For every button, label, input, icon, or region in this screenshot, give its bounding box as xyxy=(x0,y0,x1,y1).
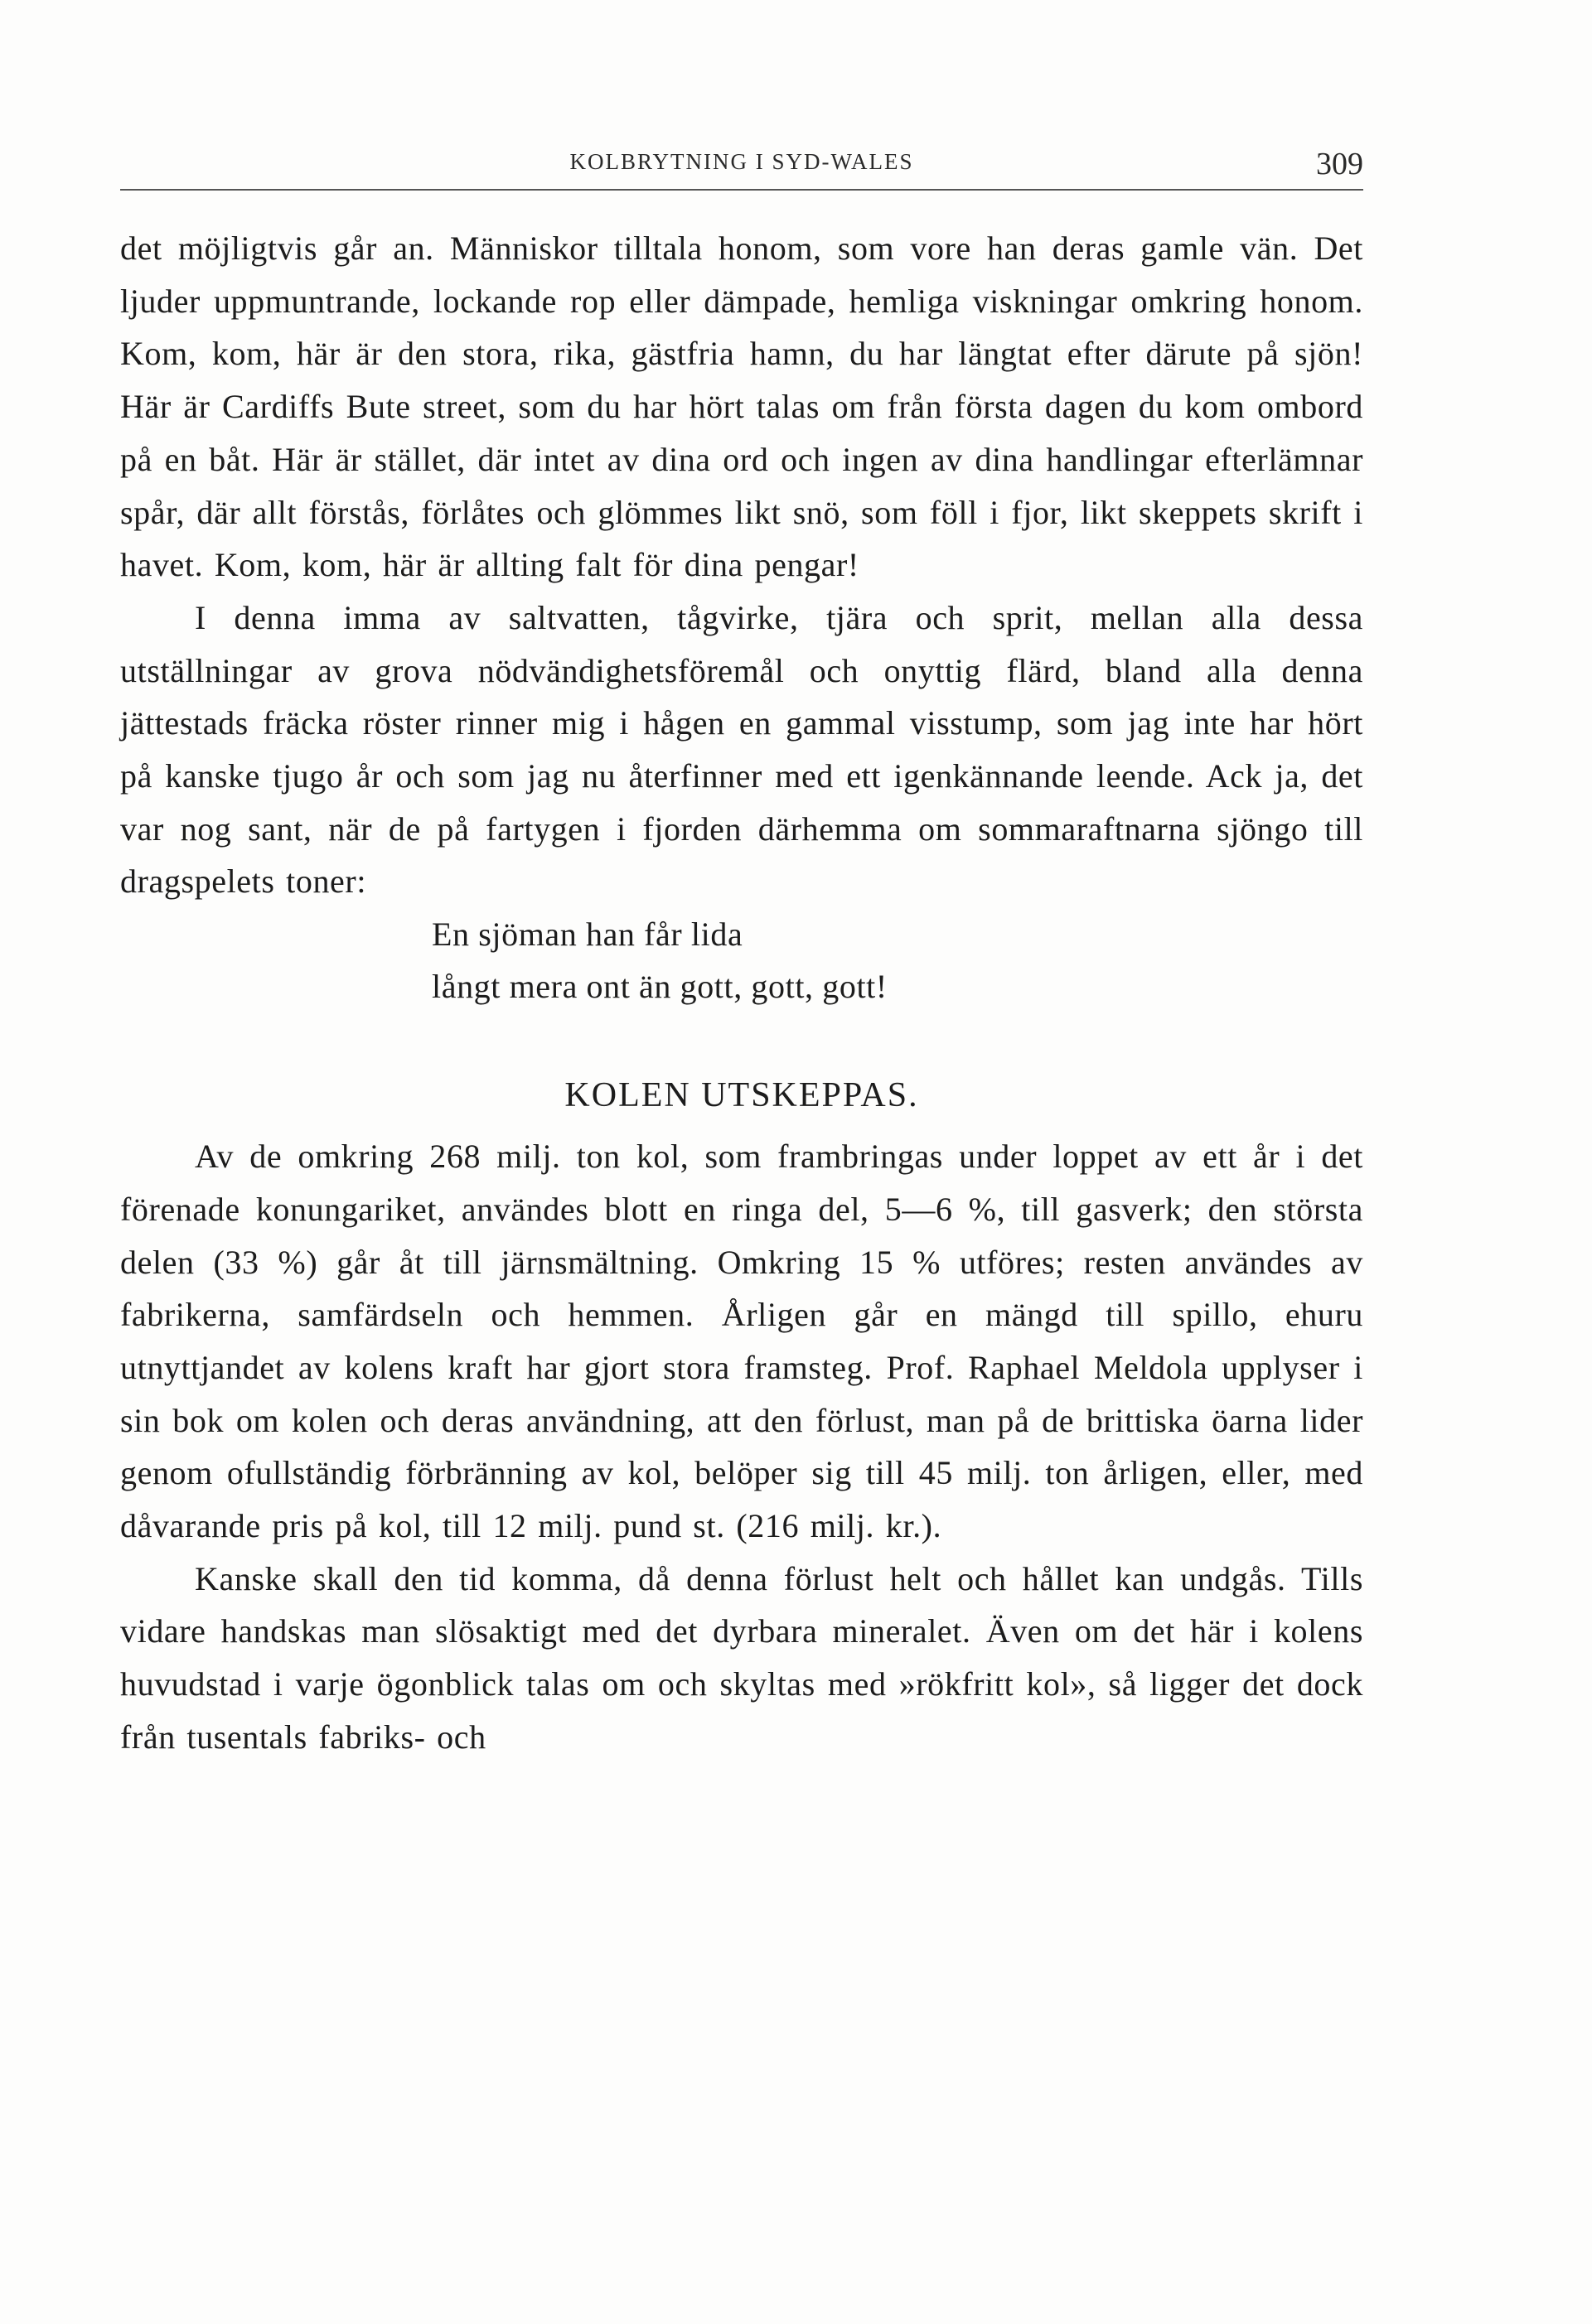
paragraph-visstump: I denna imma av saltvatten, tågvirke, tjära och sprit, mellan alla dessa utställningar av grova nödvändighetsföremål och onyttig flärd, bland alla denna jättestads fräcka röster rinner mig i hågen en gammal visstump, som jag inte har hört på kanske tjugo år och som jag nu återfinner med ett igenkännande leende. Ack ja, det var nog sant, när de på fartygen i fjorden därhemma om sommaraftnarna sjöngo till dragspelets toner: xyxy=(120,598,1363,901)
paragraph-coal-statistics: Av de omkring 268 milj. ton kol, som frambringas under loppet av ett år i det förenade konungariket, användes blott en ringa del, 5—6 %, till gasverk; den största delen (33 %) går åt till järnsmältning. Omkring 15 % utföres; resten användes av fabrikerna, samfärdseln och hemmen. Årligen går en mängd till spillo, ehuru utnyttjandet av kolens kraft har gjort stora framsteg. Prof. Raphael Meldola upplyser i sin bok om kolen och deras användning, att den förlust, man på de brittiska öarna lider genom ofullständig förbränning av kol, belöper sig till 45 milj. ton årligen, eller, med dåvarande pris på kol, till 12 milj. pund st. (216 milj. kr.). xyxy=(120,1138,1363,1545)
header-rule xyxy=(120,189,1363,191)
verse-line: En sjöman han får lida xyxy=(432,916,743,954)
section-heading: KOLEN UTSKEPPAS. xyxy=(564,1076,919,1115)
page-number: 309 xyxy=(1316,147,1363,181)
body-text xyxy=(120,222,1363,1764)
running-title: KOLBRYTNING I SYD-WALES xyxy=(569,149,914,174)
verse-quote xyxy=(432,908,1363,1012)
paragraph-continued: det möjligtvis går an. Människor tilltala honom, som vore han deras gamle vän. Det ljuder uppmuntrande, lockande rop eller dämpade, hemliga viskningar omkring honom. Kom, kom, här är den stora, rika, gästfria hamn, du har längtat efter därute på sjön! Här är Cardiffs Bute street, som du har hört talas om från första dagen du kom ombord på en båt. Här är stället, där intet av dina ord och ingen av dina handlingar efterlämnar spår, där allt förstås, förlåtes och glömmes likt snö, som föll i fjor, likt skeppets skrift i havet. Kom, kom, här är allting falt för dina pengar! xyxy=(120,230,1363,584)
paragraph-smokeless-coal: Kanske skall den tid komma, då denna förlust helt och hållet kan undgås. Tills vidare handskas man slösaktigt med det dyrbara mineralet. Även om det här i kolens huvudstad i varje ögonblick talas om och skyltas med »rökfritt kol», så ligger det dock från tusentals fabriks- och xyxy=(120,1559,1363,1756)
verse-line: långt mera ont än gott, gott, gott! xyxy=(432,968,888,1006)
running-head xyxy=(120,143,1363,189)
